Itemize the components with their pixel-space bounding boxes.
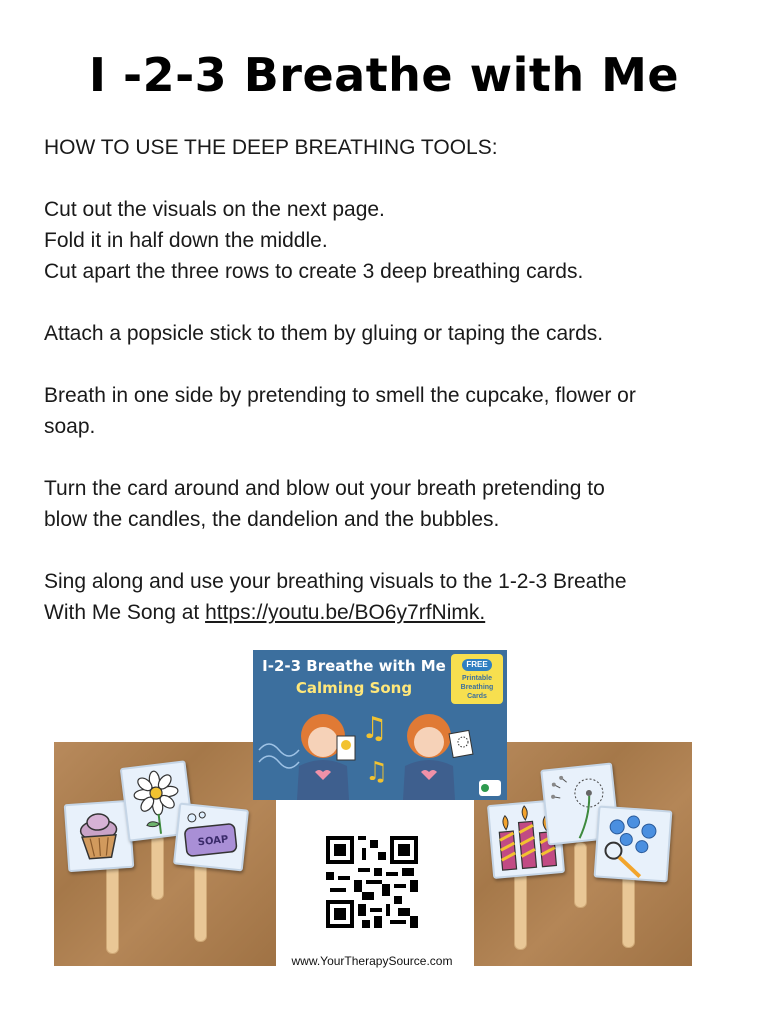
poster-title: I-2-3 Breathe with Me — [262, 657, 446, 675]
step-breathe-in-2: soap. — [44, 415, 96, 438]
song-poster[interactable] — [253, 650, 507, 800]
music-note-icon: ♫ — [365, 757, 389, 787]
soap-card — [173, 803, 249, 872]
song-link[interactable]: https://youtu.be/BO6y7rfNimk. — [205, 601, 486, 624]
step-cut-rows: Cut apart the three rows to create 3 deep breathing cards. — [44, 260, 584, 283]
popsicle-stick — [574, 842, 587, 908]
soap-icon — [175, 805, 247, 870]
step-cut-out: Cut out the visuals on the next page. — [44, 198, 385, 221]
step-sing-prefix: With Me Song at — [44, 601, 206, 624]
page-title: I -2-3 Breathe with Me — [88, 48, 680, 102]
step-attach: Attach a popsicle stick to them by gluing or taping the cards. — [44, 322, 604, 345]
instructions — [44, 132, 734, 628]
photo-inhale-cards — [54, 742, 276, 966]
cupcake-icon — [66, 802, 132, 870]
step-blow-out-2: blow the candles, the dandelion and the bubbles. — [44, 508, 500, 531]
step-sing-2 — [44, 597, 734, 628]
music-note-icon: ♫ — [361, 711, 388, 746]
instructions-heading: HOW TO USE THE DEEP BREATHING TOOLS: — [44, 136, 498, 159]
step-breathe-in-1: Breath in one side by pretending to smell the cupcake, flower or — [44, 384, 636, 407]
website-url[interactable]: www.YourTherapySource.com — [291, 954, 453, 968]
poster-subtitle: Calming Song — [295, 679, 413, 697]
cupcake-card — [64, 800, 135, 872]
step-blow-out-1: Turn the card around and blow out your breath pretending to — [44, 477, 605, 500]
bubbles-icon — [596, 808, 671, 881]
free-badge-text: Printable Breathing Cards — [460, 675, 494, 700]
qr-code[interactable] — [326, 836, 418, 928]
soap-label: SOAP — [197, 834, 229, 849]
popsicle-stick — [151, 834, 164, 900]
step-sing-1: Sing along and use your breathing visuals to the 1-2-3 Breathe — [44, 570, 627, 593]
bubbles-card — [594, 806, 673, 883]
step-fold: Fold it in half down the middle. — [44, 229, 328, 252]
qr-code-icon — [326, 836, 418, 928]
free-tag: FREE — [462, 659, 491, 671]
poster-illustration — [253, 650, 507, 800]
